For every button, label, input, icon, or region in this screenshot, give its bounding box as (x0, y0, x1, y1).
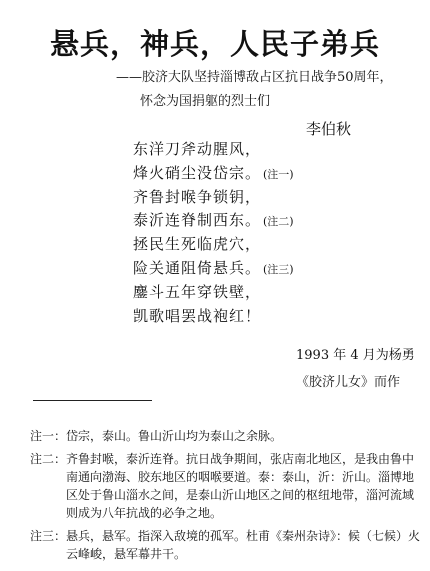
poem-line (133, 162, 294, 186)
poem-line-text: 烽火硝尘没岱宗。 (133, 163, 262, 182)
poem-line (133, 209, 294, 233)
poem-line (133, 186, 294, 210)
footnote-label: 注三： (30, 529, 67, 543)
subtitle-line-2: 怀念为国捐躯的烈士们 (140, 94, 271, 109)
poem-line-text: 东洋刀斧动腥风， (133, 140, 262, 158)
subtitle-line-1: ——胶济大队坚持淄博敌占区抗日战争50周年， (116, 70, 393, 85)
dedication-date: 1993 年 4 月为杨勇 (296, 348, 415, 363)
footnote-divider (33, 400, 152, 401)
footnote-item (30, 450, 422, 522)
footnote-text: 悬兵，悬军。指深入敌境的孤军。杜甫《秦州杂诗》：候（七候）火云峰峻，悬军幕井干。 (66, 529, 421, 561)
footnote-item (30, 427, 422, 445)
poem-line-text: 拯民生死临虎穴， (133, 235, 262, 254)
author-name: 李伯秋 (306, 120, 352, 138)
poem-line-text: 泰沂连脊制西东。 (133, 211, 262, 230)
note-reference: (注二) (263, 215, 294, 229)
poem-line (133, 281, 294, 305)
poem-line (133, 305, 294, 329)
poem-line-text: 凯歌唱罢战袍红！ (133, 306, 262, 325)
note-reference: (注一) (263, 167, 294, 181)
poem-line (133, 233, 294, 257)
poem-line-text: 险关通阻倚悬兵。 (133, 258, 262, 277)
footnote-text: 齐鲁封喉，泰沂连脊。抗日战争期间，张店南北地区，是我由鲁中南通向渤海、胶东地区的咽喉要道。泰：泰山，沂：沂山。淄博地区处于鲁山淄水之间，是泰山沂山地区之间的枢纽地带，淄河流域则成为八年抗战的必争之地。 (66, 452, 415, 520)
poem-title: 悬兵，神兵，人民子弟兵 (49, 27, 380, 61)
poem-line (133, 138, 294, 162)
footnote-label: 注一： (30, 429, 67, 443)
footnote-text: 岱宗，泰山。鲁山沂山均为泰山之余脉。 (66, 429, 283, 443)
poem-body (133, 138, 294, 328)
dedication-work: 《胶济儿女》而作 (296, 375, 401, 390)
poem-line (133, 257, 294, 281)
note-reference: (注三) (263, 262, 294, 276)
poem-line-text: 齐鲁封喉争锁钥， (133, 187, 262, 206)
footnote-item (30, 527, 422, 563)
footnote-label: 注二： (30, 452, 67, 466)
footnotes (30, 427, 422, 568)
poem-line-text: 鏖斗五年穿铁壁， (133, 282, 262, 301)
